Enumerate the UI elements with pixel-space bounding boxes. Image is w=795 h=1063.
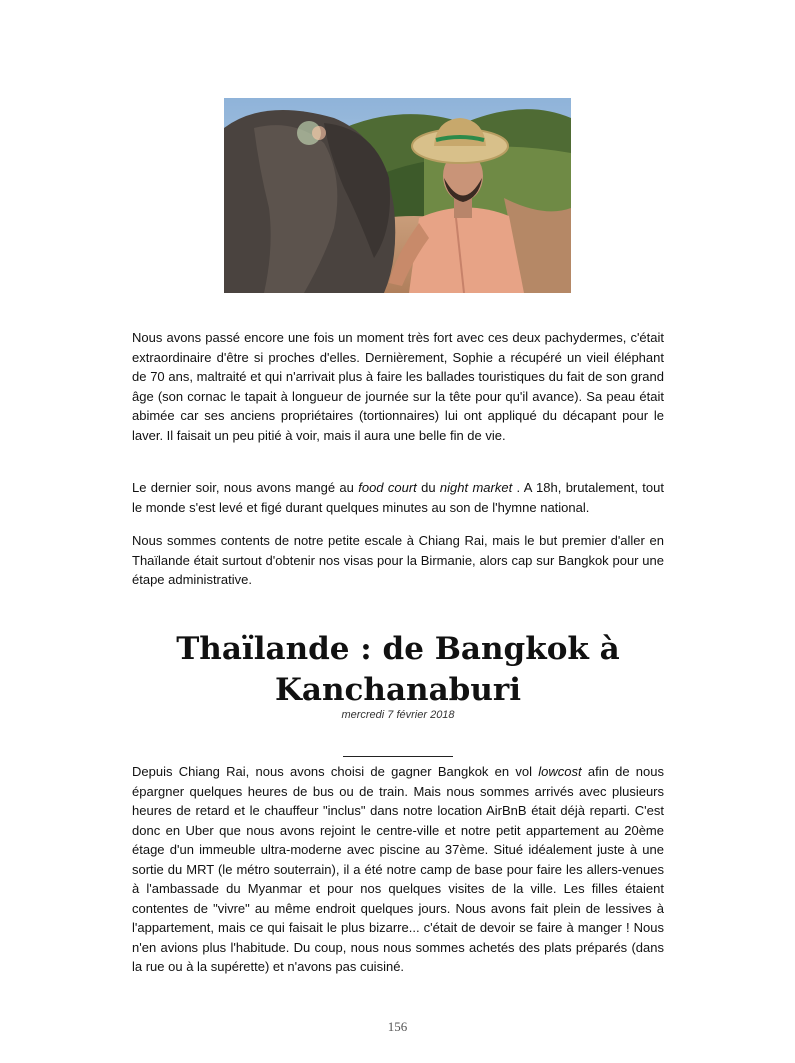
paragraph-bangkok [132, 762, 664, 977]
divider [343, 756, 453, 757]
paragraph-night-market [132, 478, 664, 517]
paragraph-text: . A 18h, brutalement, tout le monde s'est levé et figé durant quelques minutes au son de l'hymne national. [132, 480, 664, 515]
emphasis-night-market: night market [439, 480, 513, 495]
paragraph-text: Nous avons passé encore une fois un moment très fort avec ces deux pachydermes, c'était extraordinaire d'être si proches d'elles. Dernièrement, Sophie a récupéré un vieil éléphant de 70 ans, maltraité et qui n'arrivait plus à faire les ballades touristiques du fait de son grand âge (son cornac le tapait à longueur de journée sur la tête pour qu'il avance). Sa peau était abimée car ses anciens propriétaires (tortionnaires) lui ont appliqué du décapant pour le laver. Il faisait un peu pitié à voir, mais il aura une belle fin de vie. [132, 330, 664, 443]
emphasis-lowcost: lowcost [538, 764, 582, 779]
elephant-photo [224, 98, 571, 293]
paragraph-text: Depuis Chiang Rai, nous avons choisi de gagner Bangkok en vol [132, 764, 539, 779]
paragraph-text: afin de nous épargner quelques heures de bus ou de train. Mais nous sommes arrivés avec plusieurs heures de retard et le chauffeur "inclus" dans notre location AirBnB était déjà reparti. C'est donc en Uber que nous avons rejoint le centre-ville et notre petit appartement au 20ème étage d'un immeuble ultra-moderne avec piscine au 37ème. Situé idéalement juste à une sortie du MRT (le métro souterrain), il a été notre camp de base pour faire les allers-venues à l'ambassade du Myanmar et pour nos quelques visites de la ville. Les filles étaient contentes de "vivre" au même endroit quelques jours. Nous avons fait plein de lessives à l'appartement, mais ce qui faisait le plus bizarre... c'était de devoir se faire à manger ! Nous n'en avions plus l'habitude. Du coup, nous nous sommes achetés des plats préparés (dans la rue ou à la supérette) et n'avons pas cuisiné. [132, 764, 664, 974]
emphasis-food-court: food court [358, 480, 417, 495]
paragraph-text: Nous sommes contents de notre petite escale à Chiang Rai, mais le but premier d'aller en Thaïlande était surtout d'obtenir nos visas pour la Birmanie, alors cap sur Bangkok pour une étape administrative. [132, 533, 664, 587]
paragraph-text: Le dernier soir, nous avons mangé au [132, 480, 359, 495]
section-date: mercredi 7 février 2018 [341, 709, 455, 721]
paragraph-elephants [132, 328, 664, 445]
photo-illustration [224, 98, 571, 293]
page-number: 156 [387, 1019, 408, 1034]
section-title: Thaïlande : de Bangkok à Kanchanaburi [176, 631, 620, 708]
paragraph-text: du [416, 480, 440, 495]
paragraph-chiang-rai [132, 531, 664, 590]
